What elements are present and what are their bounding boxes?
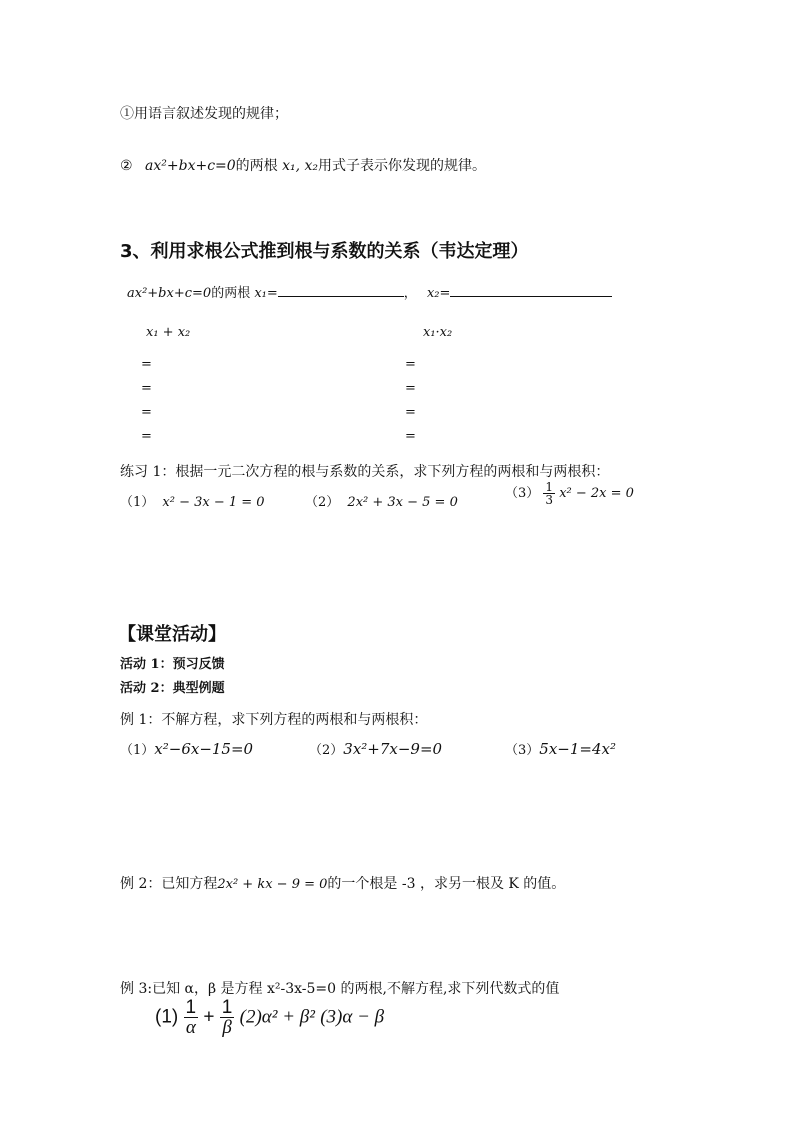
example-2-prefix: 例 2：已知方程: [120, 876, 218, 892]
product-label: x₁·x₂: [423, 325, 453, 340]
exercise-1-problem-2-equation: 2x² + 3x − 5 = 0: [347, 495, 458, 510]
example-1-problem-1: [120, 739, 253, 758]
sum-eq-4: =: [141, 429, 152, 444]
exercise-1-problem-3-number: （3）: [505, 486, 540, 501]
section-3-title: 3、利用求根公式推到根与系数的关系（韦达定理）: [120, 241, 529, 262]
part-3-expression: (3)α − β: [320, 1006, 385, 1028]
fraction-1-denominator: α: [185, 1017, 196, 1038]
activity-1: 活动 1：预习反馈: [120, 657, 225, 672]
fraction-1-numerator: 1: [185, 997, 197, 1018]
fraction-1-over-beta: [220, 998, 235, 1037]
exercise-1-title: 练习 1：根据一元二次方程的根与系数的关系，求下列方程的两根和与两根积：: [120, 464, 610, 480]
exercise-1-problem-1-equation: x² − 3x − 1 = 0: [162, 495, 265, 510]
example-1-problem-2-number: （2）: [309, 743, 344, 758]
example-1-problem-3: [505, 739, 616, 758]
exercise-1-problem-2: [305, 491, 458, 510]
question-2-number: ②: [120, 158, 133, 174]
exercise-1-problem-1-number: （1）: [120, 495, 155, 510]
roots-line: [127, 282, 612, 301]
x1-blank[interactable]: [278, 284, 404, 297]
example-2-suffix: 的一个根是 -3 ，求另一根及 K 的值。: [327, 876, 566, 892]
example-1-title: 例 1：不解方程，求下列方程的两根和与两根积：: [120, 712, 428, 728]
roots-label: 的两根: [211, 286, 251, 301]
product-eq-1: =: [405, 357, 416, 372]
fraction-denominator: 3: [545, 493, 554, 507]
example-1-problem-1-number: （1）: [120, 743, 155, 758]
sum-eq-1: =: [141, 357, 152, 372]
example-3-expressions: [155, 998, 384, 1037]
example-2: [120, 873, 565, 893]
sum-label: x₁ + x₂: [146, 325, 191, 340]
fraction-2-denominator: β: [222, 1017, 232, 1038]
product-eq-4: =: [405, 429, 416, 444]
question-2-roots: x₁, x₂: [282, 158, 319, 174]
example-1-problem-3-number: （3）: [505, 743, 540, 758]
activity-title: 【课堂活动】: [118, 624, 226, 645]
activity-2: 活动 2：典型例题: [120, 681, 225, 696]
fraction-1-over-alpha: [184, 998, 199, 1037]
part-1-label: (1): [155, 1006, 179, 1028]
sum-eq-3: =: [141, 405, 152, 420]
fraction-2-numerator: 1: [221, 997, 233, 1018]
example-1-problem-1-equation: x²−6x−15=0: [154, 740, 254, 758]
example-2-equation: 2x² + kx − 9 = 0: [217, 877, 328, 892]
product-eq-2: =: [405, 381, 416, 396]
question-2-suffix: 用式子表示你发现的规律。: [318, 158, 487, 174]
separator: ，: [403, 286, 417, 301]
part-2-expression: (2)α² + β²: [239, 1006, 315, 1028]
product-eq-3: =: [405, 405, 416, 420]
exercise-1-problem-1: [120, 491, 265, 510]
x2-label: x₂=: [426, 286, 451, 301]
example-1-problem-2-equation: 3x²+7x−9=0: [343, 740, 443, 758]
question-1: ①用语言叙述发现的规律；: [120, 106, 288, 122]
exercise-1-fraction: [543, 481, 555, 506]
example-1-problem-2: [309, 739, 442, 758]
x2-blank[interactable]: [450, 284, 612, 297]
example-3-text: 例 3:已知 α，β 是方程 x²-3x-5=0 的两根,不解方程,求下列代数式的值: [120, 981, 560, 997]
exercise-1-problem-3: [505, 481, 634, 506]
fraction-numerator: 1: [545, 480, 554, 494]
exercise-1-problem-2-number: （2）: [305, 495, 340, 510]
exercise-1-problem-3-equation: x² − 2x = 0: [559, 486, 634, 501]
example-1-problem-3-equation: 5x−1=4x²: [539, 740, 616, 758]
roots-equation: ax²+bx+c=0: [127, 286, 212, 301]
sum-eq-2: =: [141, 381, 152, 396]
question-2-equation: ax²+bx+c=0: [145, 158, 236, 174]
x1-label: x₁=: [254, 286, 278, 301]
question-2: [120, 155, 486, 175]
question-2-mid: 的两根: [235, 158, 278, 174]
plus-sign: +: [203, 1006, 215, 1028]
